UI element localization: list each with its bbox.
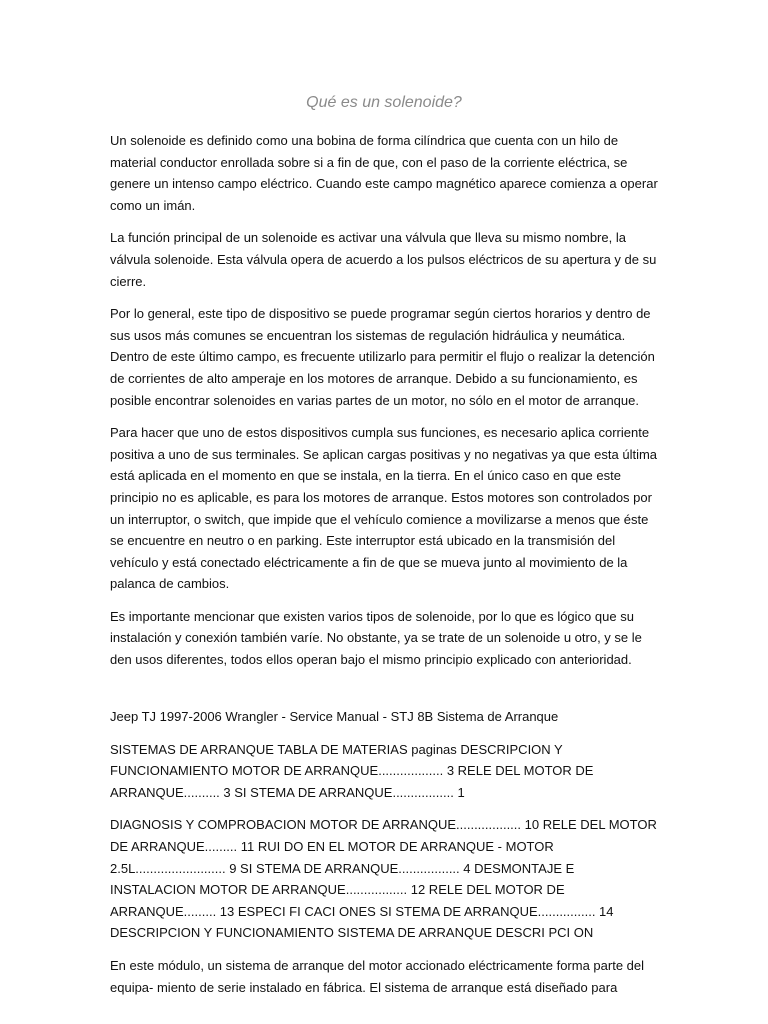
- paragraph: La función principal de un solenoide es activar una válvula que lleva su mismo nombre, la válvula solenoide. Esta válvula opera de acuerdo a los pulsos eléctricos de su apertura y de su cierre.: [110, 230, 657, 289]
- paragraph: Es importante mencionar que existen varios tipos de solenoide, por lo que es lógico que su instalación y conexión también varíe. No obstante, ya se trate de un solenoide u otro, y se le den usos diferentes, todos ellos operan bajo el mismo principio explicado con anterioridad.: [110, 608, 642, 668]
- manual-heading: Jeep TJ 1997-2006 Wrangler - Service Manual - STJ 8B Sistema de Arranque: [110, 709, 559, 724]
- paragraph: En este módulo, un sistema de arranque del motor accionado eléctricamente forma parte del equipa- miento de serie instalado en fábrica. El sistema de arranque está diseñado para: [110, 957, 645, 995]
- paragraph: DIAGNOSIS Y COMPROBACION MOTOR DE ARRANQUE.................. 10 RELE DEL MOTOR DE ARRANQUE......... 11 RUI DO EN EL MOTOR DE ARRANQUE - MOTOR 2.5L......................... 9 SI STEMA DE ARRANQUE................. 4 DESMONTAJE E INSTALACION MOTOR DE ARRANQUE................. 12 RELE DEL MOTOR DE ARRANQUE......... 13 ESPECI FI CACI ONES SI STEMA DE ARRANQUE................ 14 DESCRIPCION Y FUNCIONAMIENTO SISTEMA DE ARRANQUE DESCRI PCI ON: [110, 817, 657, 941]
- paragraph: Un solenoide es definido como una bobina de forma cilíndrica que cuenta con un hilo de material conductor enrollada sobre si a fin de que, con el paso de la corriente eléctrica, se genere un intenso campo eléctrico. Cuando este campo magnético aparece comienza a operar como un imán.: [110, 133, 658, 213]
- document-title: Qué es un solenoide?: [306, 94, 462, 111]
- intro-section: [110, 130, 658, 682]
- paragraph: Por lo general, este tipo de dispositivo se puede programar según ciertos horarios y dentro de sus usos más comunes se encuentran los sistemas de regulación hidráulica y neumática. Dentro de este último campo, es frecuente utilizarlo para permitir el flujo o realizar la detención de corrientes de alto amperaje en los motores de arranque. Debido a su funcionamiento, es posible encontrar solenoides en varias partes de un motor, no sólo en el motor de arranque.: [110, 306, 655, 408]
- manual-section: [110, 706, 658, 1009]
- paragraph: SISTEMAS DE ARRANQUE TABLA DE MATERIAS paginas DESCRIPCION Y FUNCIONAMIENTO MOTOR DE ARRANQUE.................. 3 RELE DEL MOTOR DE ARRANQUE.......... 3 SI STEMA DE ARRANQUE................. 1: [110, 741, 594, 800]
- paragraph: Para hacer que uno de estos dispositivos cumpla sus funciones, es necesario aplica corriente positiva a uno de sus terminales. Se aplican cargas positivas y no negativas ya que esta última está aplicada en el momento en que se instala, en la tierra. En el único caso en que este principio no es aplicable, es para los motores de arranque. Estos motores son controlados por un interruptor, o switch, que impide que el vehículo comience a movilizarse a menos que éste se encuentre en neutro o en parking. Este interruptor está ubicado en la transmisión del vehículo y está conectado eléctricamente a fin de que se mueva junto al movimiento de la palanca de cambios.: [110, 425, 658, 592]
